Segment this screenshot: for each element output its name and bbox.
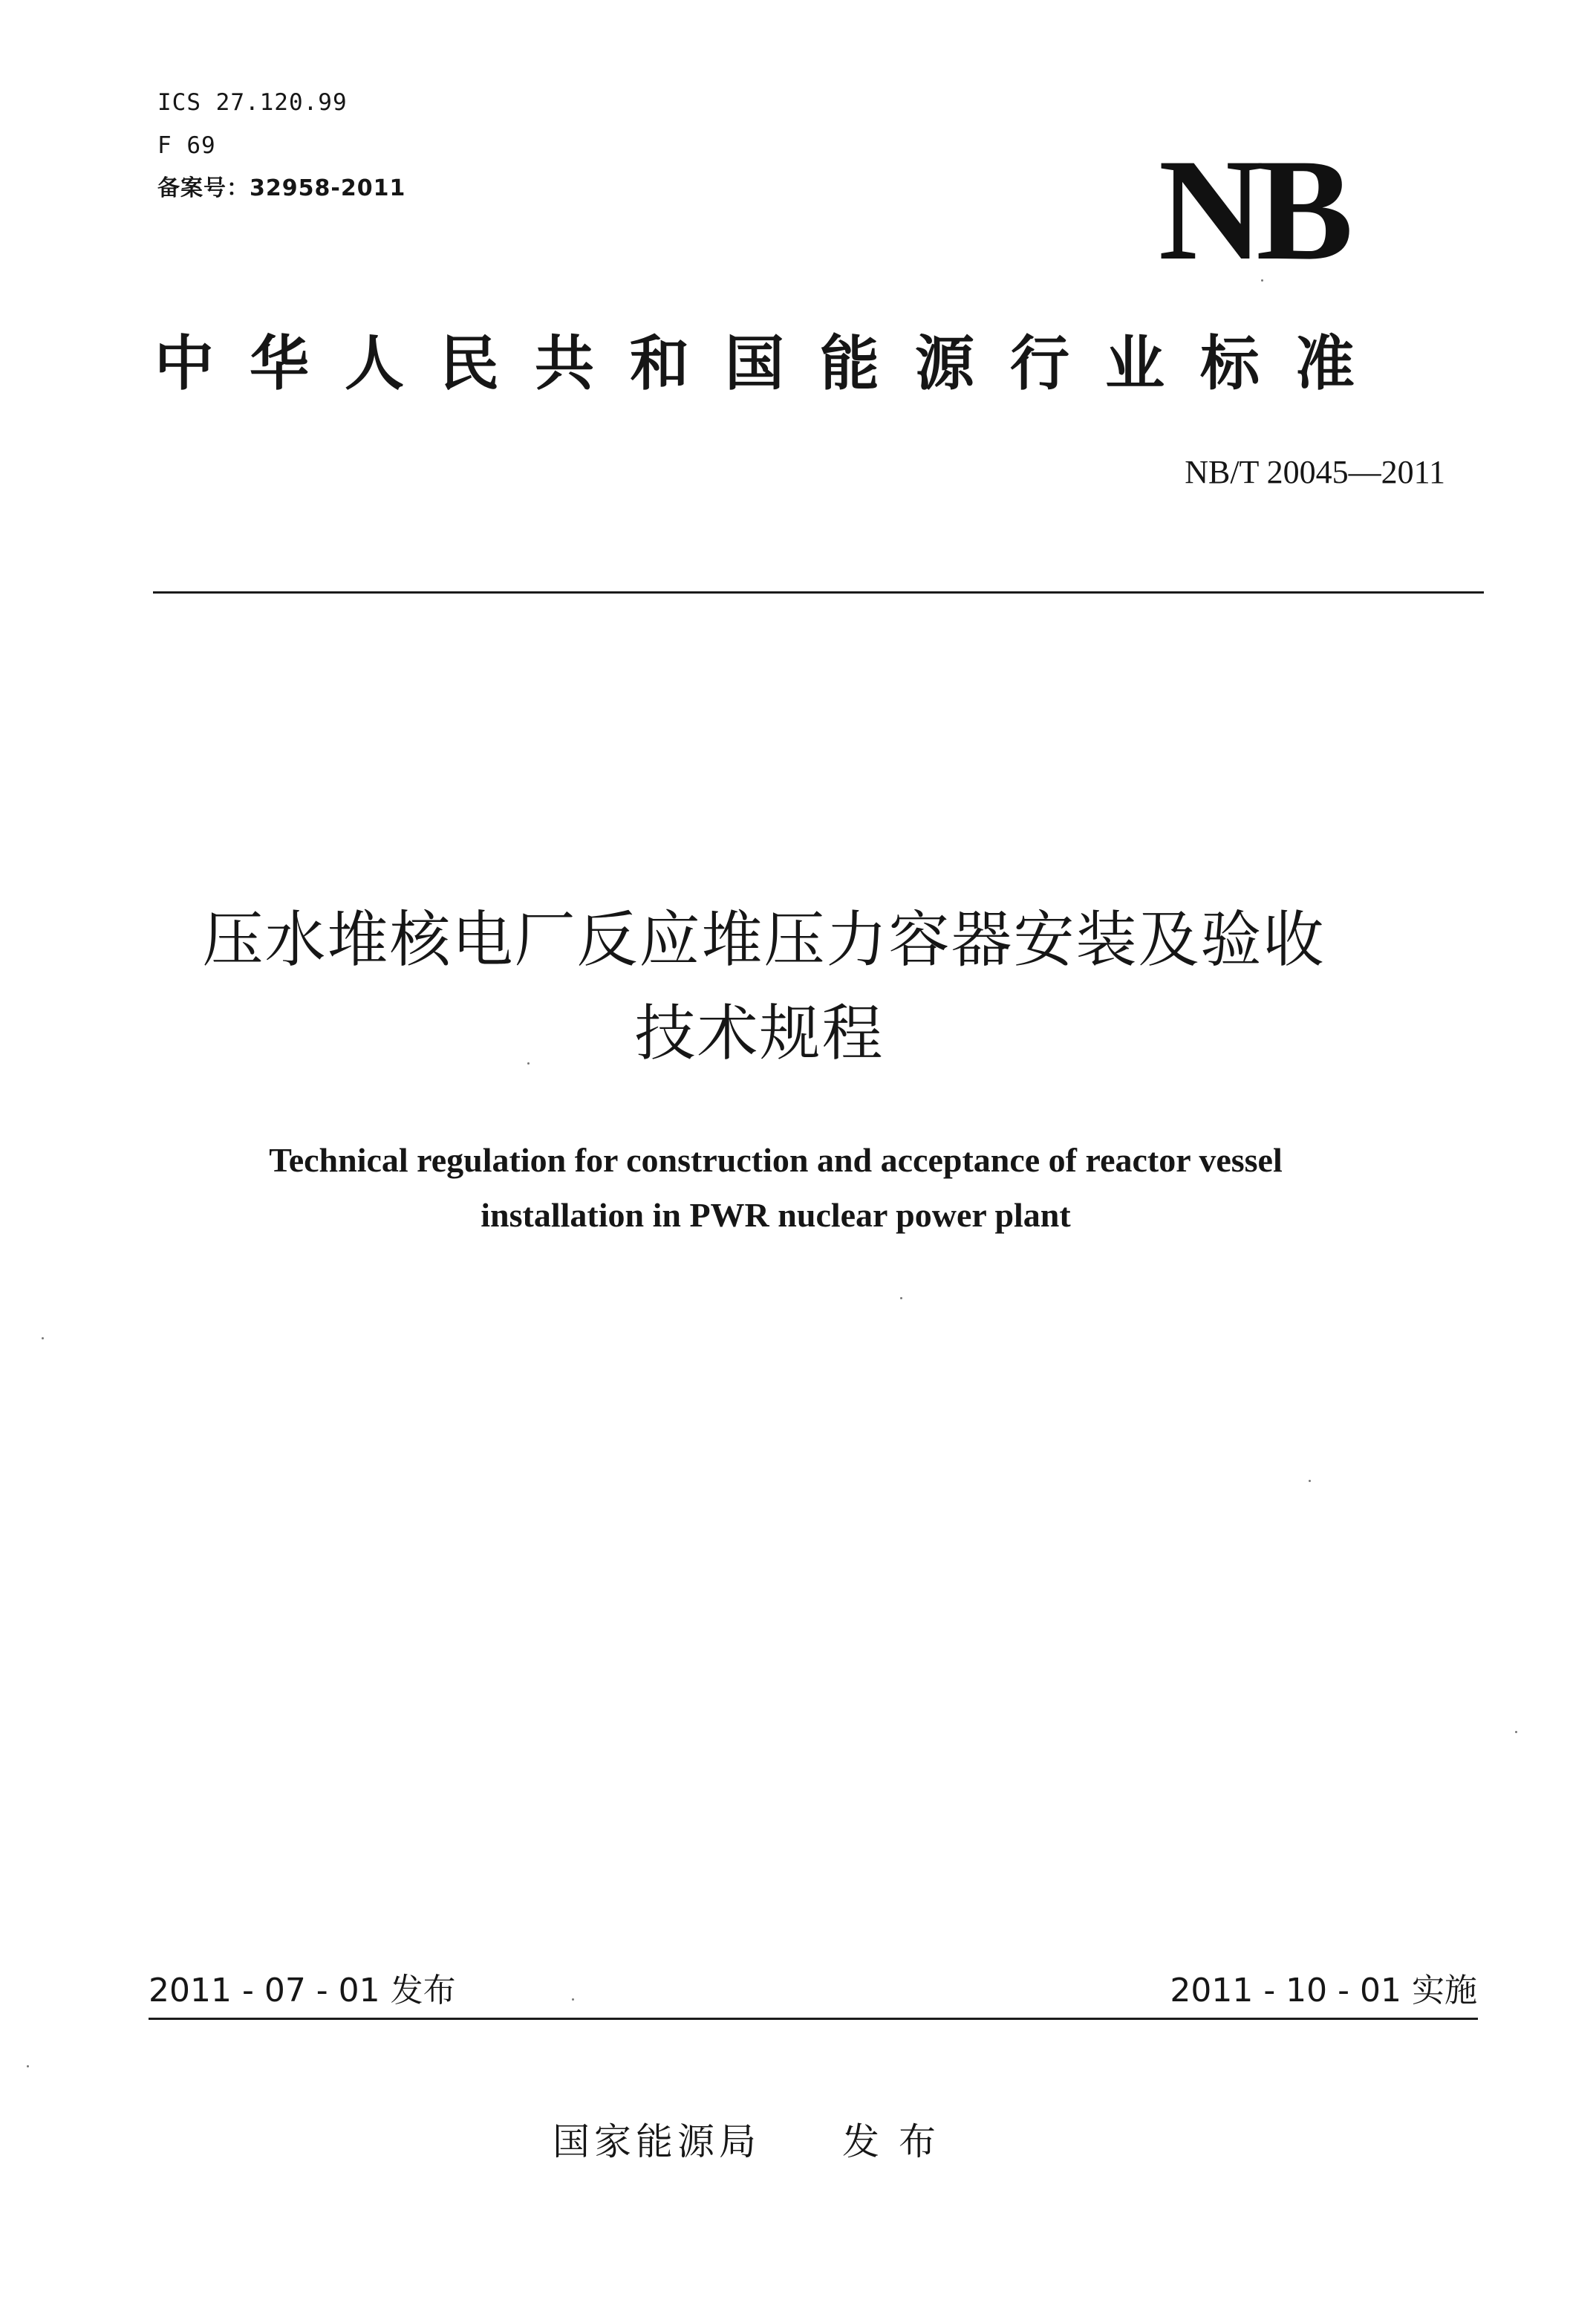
english-title-line-2: installation in PWR nuclear power plant [481,1196,1071,1234]
record-number: 备案号：32958-2011 [157,175,406,201]
ccs-code: F 69 [157,132,216,159]
issue-date: 2011 - 07 - 01 发布 [149,1972,456,2009]
english-title-line-1: Technical regulation for construction and acceptance of reactor vessel [269,1141,1283,1179]
scan-speck [900,1297,902,1299]
nb-logo [1096,147,1408,273]
header-divider [153,591,1484,594]
scan-speck [527,1062,530,1065]
publisher-line [553,2117,955,2166]
chinese-title-line-1: 压水堆核电厂反应堆压力容器安装及验收 [202,905,1326,975]
org-title: 中华人民共和国能源行业标准 [154,329,1390,398]
nb-logo-text: NB [1158,147,1346,273]
publisher-name: 国家能源局 [553,2120,760,2163]
implementation-date: 2011 - 10 - 01 实施 [1170,1972,1477,2009]
scan-speck [1261,279,1263,282]
scan-speck [1515,1731,1517,1733]
standard-number: NB/T 20045—2011 [1185,454,1445,490]
scan-speck [27,2065,29,2067]
scan-speck [572,1998,574,2001]
publisher-verb: 发布 [842,2120,955,2163]
chinese-title-line-2: 技术规程 [634,998,885,1069]
ics-code: ICS 27.120.99 [157,89,348,116]
scan-speck [42,1337,44,1339]
footer-divider [149,2018,1478,2020]
scan-speck [1309,1480,1311,1482]
